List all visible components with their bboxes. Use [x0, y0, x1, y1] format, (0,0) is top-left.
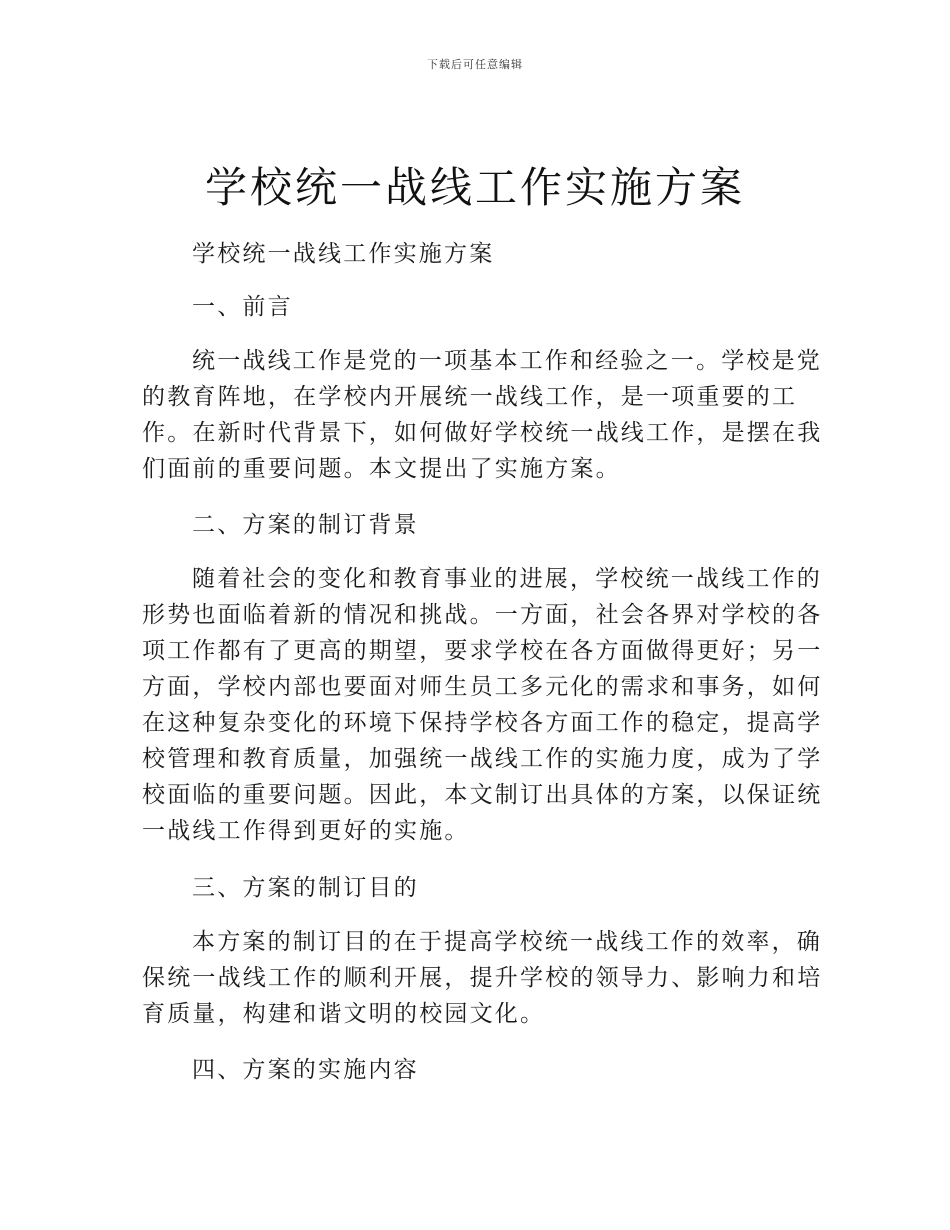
paragraph-line: 作。在新时代背景下，如何做好学校统一战线工作，是摆在我: [142, 420, 823, 446]
document-title: 学校统一战线工作实施方案: [204, 163, 745, 212]
paragraph-line: 们面前的重要问题。本文提出了实施方案。: [142, 456, 621, 482]
paragraph-line: 统一战线工作是党的一项基本工作和经验之一。学校是党: [192, 348, 822, 374]
paragraph-line: 校面临的重要问题。因此，本文制订出具体的方案，以保证统: [142, 782, 823, 808]
paragraph-line: 在这种复杂变化的环境下保持学校各方面工作的稳定，提高学: [142, 710, 823, 736]
paragraph-line: 校管理和教育质量，加强统一战线工作的实施力度，成为了学: [142, 746, 823, 772]
document-subtitle: 学校统一战线工作实施方案: [192, 241, 495, 267]
paragraph-line: 随着社会的变化和教育事业的进展，学校统一战线工作的: [192, 566, 822, 592]
section-heading: 一、前言: [192, 294, 293, 320]
section-heading: 二、方案的制订背景: [192, 512, 419, 538]
paragraph-line: 形势也面临着新的情况和挑战。一方面，社会各界对学校的各: [142, 602, 823, 628]
section-heading: 三、方案的制订目的: [192, 875, 419, 901]
section-heading: 四、方案的实施内容: [192, 1057, 419, 1083]
paragraph-line: 保统一战线工作的顺利开展，提升学校的领导力、影响力和培: [142, 965, 823, 991]
paragraph-line: 方面，学校内部也要面对师生员工多元化的需求和事务，如何: [142, 674, 823, 700]
paragraph-line: 育质量，构建和谐文明的校园文化。: [142, 1001, 546, 1027]
paragraph-line: 本方案的制订目的在于提高学校统一战线工作的效率，确: [192, 929, 822, 955]
page-header-note: 下载后可任意编辑: [427, 58, 523, 71]
paragraph-line: 的教育阵地，在学校内开展统一战线工作，是一项重要的工: [142, 384, 798, 410]
paragraph-line: 项工作都有了更高的期望，要求学校在各方面做得更好；另一: [142, 638, 823, 664]
paragraph-line: 一战线工作得到更好的实施。: [142, 818, 470, 844]
